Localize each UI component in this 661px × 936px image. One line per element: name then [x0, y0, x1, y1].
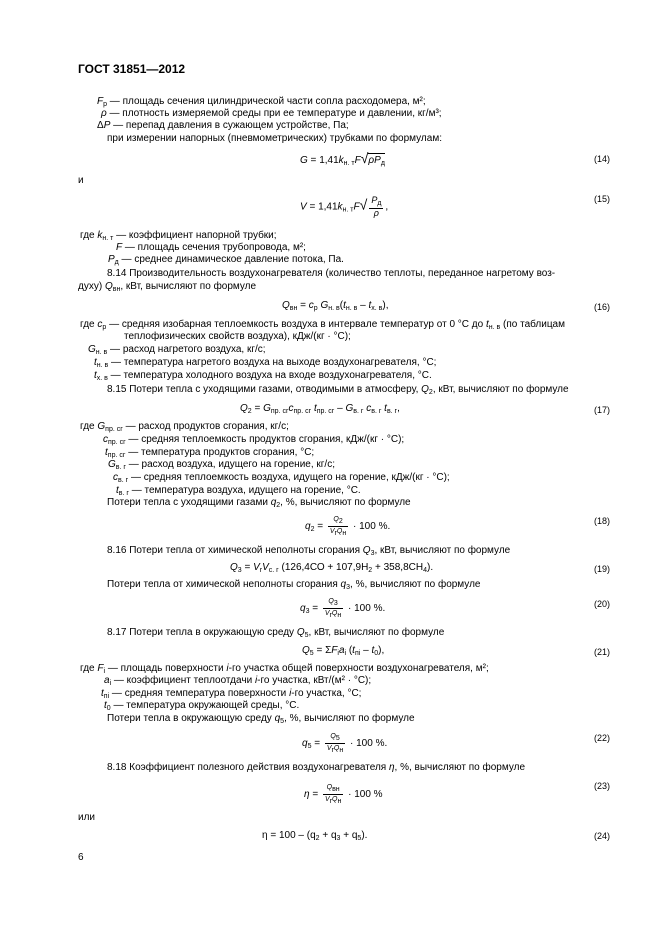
section-8-14-line1: 8.14 Производительность воздухонагревателя (количество теплоты, переданное нагретому воз-	[107, 268, 556, 279]
section-8-15: 8.15 Потери тепла с уходящими газами, отводимыми в атмосферу, $Q_2$, кВт, вычисляют по формуле	[107, 384, 569, 396]
def-t-vg: $t_{в. г}$ — температура воздуха, идущего на горение, °С.	[116, 485, 361, 497]
section-8-14-line2: духу) $Q_{вн}$, кВт, вычисляют по формуле	[78, 281, 257, 293]
and-word: и	[78, 175, 84, 186]
def-cp: где $c_р$ — средняя изобарная теплоемкость воздуха в интервале температур от 0 °С до $t_{н. в}$ (по таблицам	[80, 319, 565, 331]
equation-19: $Q_3 = V_rV_{с. г}$ $(126,4СО + 107,9H_2 + 358,8CH_4)$.	[230, 562, 434, 574]
intro-text: при измерении напорных (пневмометрических) трубками по формулам:	[107, 133, 442, 144]
section-8-18: 8.18 Коэффициент полезного действия воздухонагревателя η, %, вычисляют по формуле	[107, 762, 526, 773]
equation-22: $q_5$ = $\frac{Q_5}{V_rQ_н}$ · 100 %.	[302, 733, 388, 754]
def-g-vg: $G_{в. г}$ — расход воздуха, идущего на горение, кг/с;	[108, 459, 335, 471]
equation-number-20: (20)	[594, 599, 611, 609]
def-fp: $F_р$ — площадь сечения цилиндрической части сопла расходомера, м²;	[97, 96, 426, 108]
or-word: или	[78, 812, 96, 823]
def-t0: $t_0$ — температура окружающей среды, °С.	[104, 700, 300, 712]
def-c-vg: $c_{в. г}$ — средняя теплоемкость воздуха, идущего на горение, кДж/(кг · °С);	[113, 472, 450, 484]
equation-number-23: (23)	[594, 781, 611, 791]
def-pd: $P_д$ — среднее динамическое давление потока, Па.	[108, 254, 344, 266]
def-dp: ΔP — перепад давления в сужающем устройстве, Па;	[97, 120, 349, 131]
section-8-16: 8.16 Потери тепла от химической неполноты сгорания $Q_3$, кВт, вычисляют по формуле	[107, 545, 511, 557]
document-header: ГОСТ 31851—2012	[78, 62, 186, 76]
def-cp-cont: теплофизических свойств воздуха), кДж/(кг · °С);	[124, 331, 351, 342]
q3-intro: Потери тепла от химической неполноты сгорания $q_3$, %, вычисляют по формуле	[107, 579, 481, 591]
equation-17: $Q_2 = G_{пр. сг}c_{пр. сг}$ $t_{пр. сг} - G_{в. г}$ $c_{в. г}$ $t_{в. г}$,	[240, 403, 400, 415]
def-c-prsg: $c_{пр. сг}$ — средняя теплоемкость продуктов сгорания, кДж/(кг · °С);	[103, 434, 405, 446]
equation-number-24: (24)	[594, 831, 611, 841]
equation-23: η = $\frac{Q_{вн}}{V_rQ_н}$ · 100 %	[304, 784, 383, 805]
def-t-prsg: $t_{пр. сг}$ — температура продуктов сгорания, °С;	[105, 447, 315, 459]
equation-number-19: (19)	[594, 564, 611, 574]
equation-14: $G = 1,41k_{н. т}F√\rho P_д$	[300, 152, 385, 170]
equation-18: $q_2$ = $\frac{Q_2}{V_rQ_н}$ · 100 %.	[305, 516, 391, 537]
equation-20: $q_3$ = $\frac{Q_3}{V_rQ_н}$ · 100 %.	[300, 598, 386, 619]
section-8-17: 8.17 Потери тепла в окружающую среду $Q_5$, кВт, вычисляют по формуле	[107, 627, 445, 639]
q2-intro: Потери тепла с уходящими газами $q_2$, %, вычисляют по формуле	[107, 497, 411, 509]
q5-intro: Потери тепла в окружающую среду $q_5$, %, вычисляют по формуле	[107, 713, 415, 725]
def-rho: ρ — плотность измеряемой среды при ее температуре и давлении, кг/м³;	[101, 108, 442, 119]
equation-15: $V = 1,41k_{н. т}F√$ $\frac{P_д}{\rho}$ ,	[300, 195, 389, 218]
def-t-xv: $t_{х. в}$ — температура холодного воздуха на входе воздухонагревателя, °С.	[94, 370, 432, 382]
equation-24: $\eta = 100 - (q_2 + q_3 + q_5)$.	[262, 830, 368, 842]
def-ai: $a_i$ — коэффициент теплоотдачи i-го участка, кВт/(м² · °С);	[104, 675, 372, 687]
def-t-nv: $t_{н. в}$ — температура нагретого воздуха на выходе воздухонагревателя, °С;	[94, 357, 437, 369]
page-number: 6	[78, 852, 84, 863]
def-f: F — площадь сечения трубопровода, м²;	[116, 242, 306, 253]
equation-number-17: (17)	[594, 405, 611, 415]
def-g-prsg: где $G_{пр. сг}$ — расход продуктов сгорания, кг/с;	[80, 421, 289, 433]
def-fi: где $F_i$ — площадь поверхности i-го участка общей поверхности воздухонагревателя, м²;	[80, 663, 489, 675]
equation-16: $Q_{вн} = c_р$ $G_{н. в}(t_{н. в} - t_{х. в})$,	[282, 300, 389, 312]
equation-number-18: (18)	[594, 516, 611, 526]
equation-number-14: (14)	[594, 154, 611, 164]
equation-number-22: (22)	[594, 733, 611, 743]
equation-21: $Q_5 = \Sigma F_ia_i$ $(t_{пi} - t_0)$,	[302, 645, 385, 657]
def-g-nv: $G_{н. в}$ — расход нагретого воздуха, кг/с;	[88, 344, 266, 356]
equation-number-16: (16)	[594, 302, 611, 312]
equation-number-21: (21)	[594, 647, 611, 657]
equation-number-15: (15)	[594, 194, 611, 204]
def-tni: $t_{пi}$ — средняя температура поверхности i-го участка, °С;	[101, 688, 362, 700]
def-k: где $k_{н. т}$ — коэффициент напорной трубки;	[80, 230, 277, 242]
